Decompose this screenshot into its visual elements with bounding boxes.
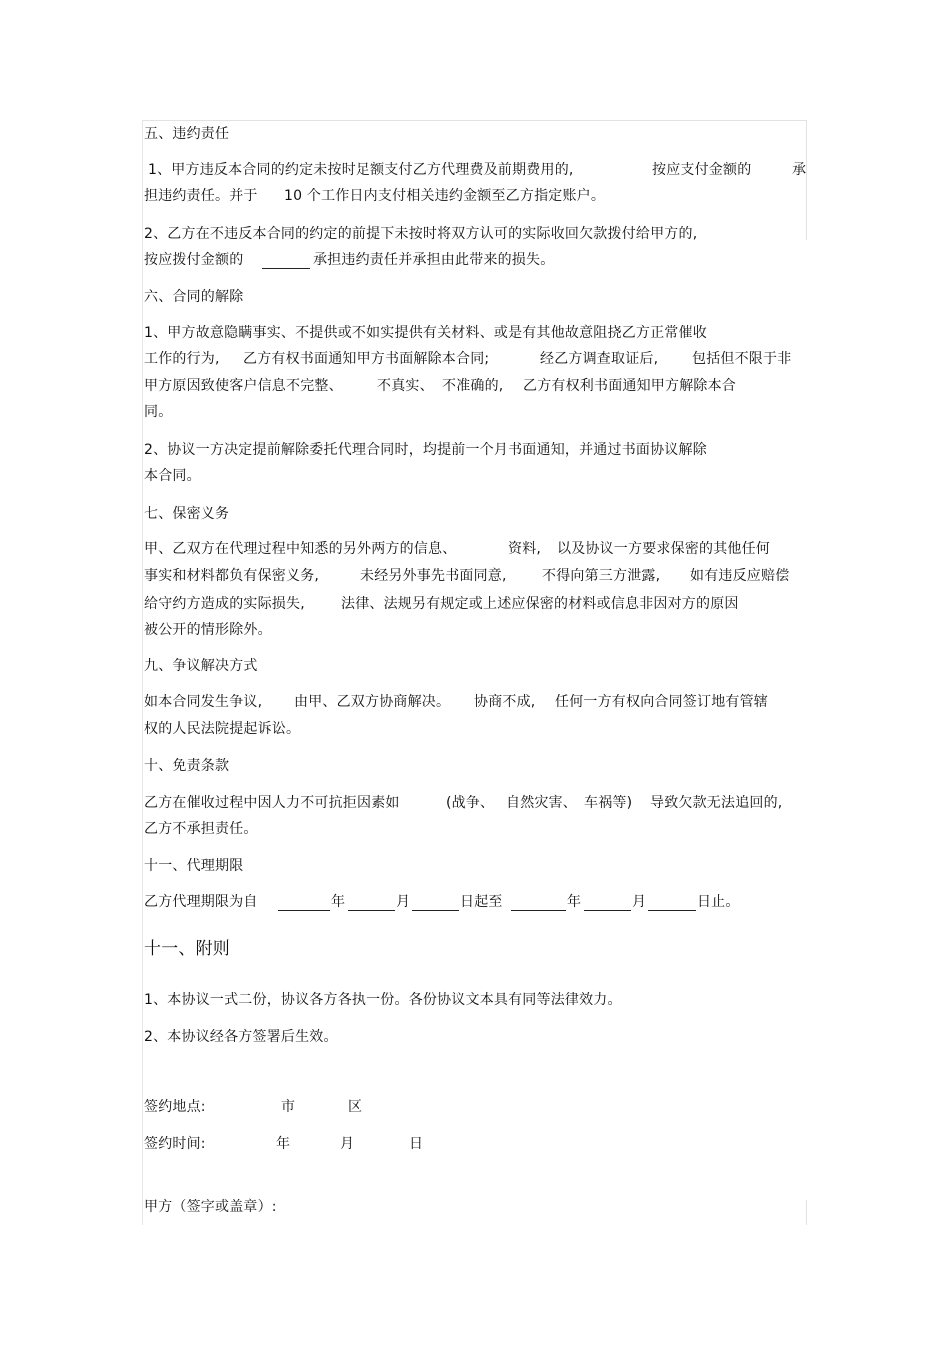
clause-6-1-line-3: 乙方有权利书面通知甲方解除本合 — [523, 378, 736, 394]
sign-day: 日 — [409, 1136, 424, 1152]
supplementary-clause-1: 1、本协议一式二份，协议各方各执一份。各份协议文本具有同等法律效力。 — [144, 992, 622, 1008]
section-title-breach: 五、违约责任 — [144, 126, 230, 142]
clause-9-line-1: 由甲、乙双方协商解决。 — [294, 694, 451, 710]
blank-line — [412, 896, 459, 911]
clause-7-line-2: 如有违反应赔偿 — [690, 568, 790, 584]
clause-6-1-line-3: 不真实、 — [377, 378, 434, 394]
sign-place-label: 签约地点: — [144, 1099, 206, 1115]
clause-5-1-text: 按应支付金额的 — [652, 162, 752, 178]
clause-7-line-3: 给守约方造成的实际损失, — [144, 596, 305, 612]
term-month: 月 — [396, 894, 411, 910]
clause-7-line-1: 甲、乙双方在代理过程中知悉的另外两方的信息、 — [144, 541, 457, 557]
clause-7-line-1: 以及协议一方要求保密的其他任何 — [557, 541, 770, 557]
clause-10-line-1: 乙方在催收过程中因人力不可抗拒因素如 — [144, 795, 400, 811]
party-a-signature-label: 甲方（签字或盖章）: — [144, 1199, 277, 1215]
clause-7-line-2: 不得向第三方泄露, — [542, 568, 661, 584]
section-title-dispute: 九、争议解决方式 — [144, 658, 258, 674]
blank-line — [584, 896, 631, 911]
clause-5-1-line-2b: 10 个工作日内支付相关违约金额至乙方指定账户。 — [284, 188, 606, 204]
blank-line — [262, 254, 310, 269]
clause-6-1-line-2: 乙方有权书面通知甲方书面解除本合同; — [243, 351, 490, 367]
clause-10-line-1: 导致欠款无法追回的, — [650, 795, 783, 811]
clause-7-line-3: 法律、法规另有规定或上述应保密的材料或信息非因对方的原因 — [341, 596, 739, 612]
sign-month: 月 — [340, 1136, 355, 1152]
clause-6-1-line-1: 1、甲方故意隐瞒事实、不提供或不如实提供有关材料、或是有其他故意阻挠乙方正常催收 — [144, 325, 707, 341]
section-title-term: 十一、代理期限 — [144, 858, 244, 874]
blank-line — [648, 896, 696, 911]
clause-7-line-4: 被公开的情形除外。 — [144, 622, 272, 638]
clause-10-line-1: 自然灾害、 — [506, 795, 577, 811]
clause-7-line-2: 未经另外事先书面同意, — [360, 568, 507, 584]
clause-9-line-1: 任何一方有权向合同签订地有管辖 — [555, 694, 768, 710]
clause-9-line-2: 权的人民法院提起诉讼。 — [144, 721, 301, 737]
clause-10-line-2: 乙方不承担责任。 — [144, 821, 258, 837]
clause-7-line-1: 资料, — [508, 541, 542, 557]
clause-5-1-line-1: 1、甲方违反本合同的约定未按时足额支付乙方代理费及前期费用的, — [148, 162, 574, 178]
clause-6-1-line-2: 工作的行为, — [144, 351, 220, 367]
blank-line — [511, 896, 566, 911]
clause-5-1-line-2: 担违约责任。并于 — [144, 188, 258, 204]
blank-line — [278, 896, 330, 911]
clause-5-2-line-2: 按应拨付金额的 — [144, 252, 244, 268]
term-from: 日起至 — [460, 894, 503, 910]
clause-6-1-line-2: 经乙方调查取证后, — [540, 351, 659, 367]
sign-time-label: 签约时间: — [144, 1136, 206, 1152]
sign-year: 年 — [276, 1136, 291, 1152]
clause-10-line-1: 车祸等) — [584, 795, 633, 811]
term-end: 日止。 — [697, 894, 740, 910]
clause-6-1-line-3: 不准确的, — [442, 378, 504, 394]
clause-5-2-line-2b: 承担违约责任并承担由此带来的损失。 — [313, 252, 555, 268]
clause-9-line-1: 如本合同发生争议, — [144, 694, 263, 710]
term-year: 年 — [331, 894, 346, 910]
section-title-termination: 六、合同的解除 — [144, 289, 244, 305]
clause-6-1-line-3: 甲方原因致使客户信息不完整、 — [144, 378, 343, 394]
clause-5-1-text: 承 — [792, 162, 807, 178]
clause-6-1-line-2: 包括但不限于非 — [692, 351, 792, 367]
clause-7-line-2: 事实和材料都负有保密义务, — [144, 568, 320, 584]
sign-city: 市 — [281, 1099, 296, 1115]
section-title-exemption: 十、免责条款 — [144, 758, 230, 774]
clause-10-line-1: (战争、 — [446, 795, 495, 811]
clause-9-line-1: 协商不成, — [474, 694, 536, 710]
supplementary-clause-2: 2、本协议经各方签署后生效。 — [144, 1029, 338, 1045]
clause-6-2-line-1: 2、协议一方决定提前解除委托代理合同时，均提前一个月书面通知，并通过书面协议解除 — [144, 442, 707, 458]
term-month-2: 月 — [632, 894, 647, 910]
term-label: 乙方代理期限为自 — [144, 894, 258, 910]
clause-6-2-line-2: 本合同。 — [144, 468, 201, 484]
section-title-supplementary: 十一、附则 — [144, 939, 230, 959]
sign-district: 区 — [348, 1099, 363, 1115]
clause-6-1-line-4: 同。 — [144, 404, 173, 420]
page-frame-edge — [806, 120, 807, 240]
blank-line — [348, 896, 395, 911]
section-title-confidentiality: 七、保密义务 — [144, 506, 230, 522]
term-year-2: 年 — [567, 894, 582, 910]
page-frame-edge — [806, 1200, 807, 1225]
clause-5-2-line-1: 2、乙方在不违反本合同的约定的前提下未按时将双方认可的实际收回欠款拨付给甲方的, — [144, 226, 698, 242]
